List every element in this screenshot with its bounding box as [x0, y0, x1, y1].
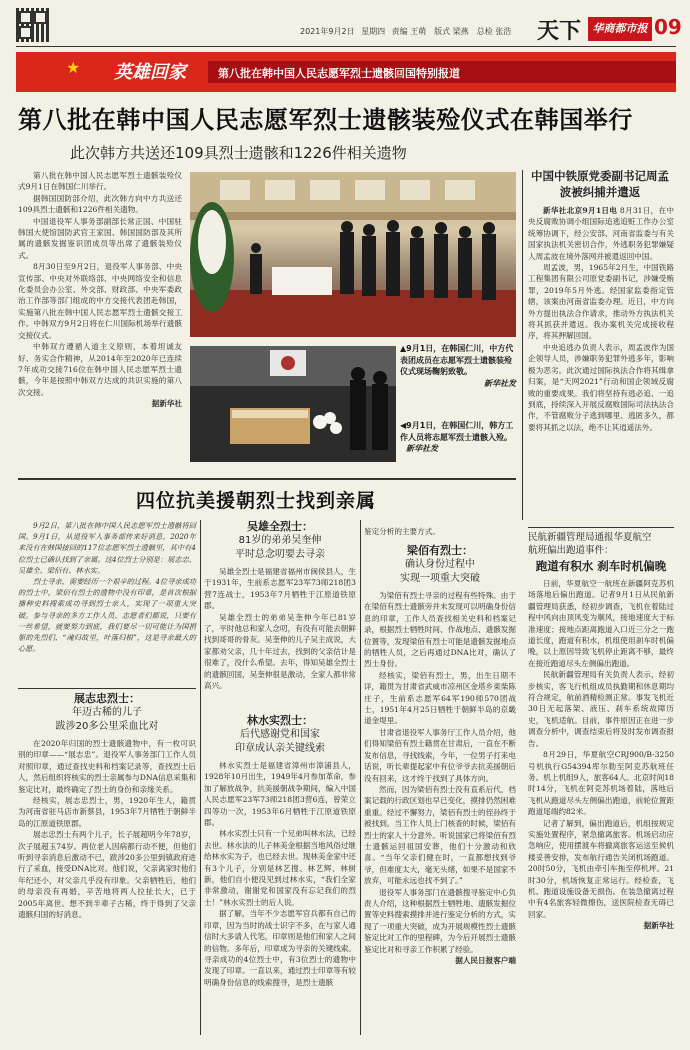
- photo-caption-1: [400, 343, 516, 389]
- section-4-lead: [364, 526, 516, 537]
- caption-2-text: ◀9月1日，在韩国仁川，韩方工作人员将志愿军烈士遗骸入殓。: [400, 421, 514, 442]
- section-4-body: [364, 590, 516, 966]
- section-3-line-2: 印章成认亲关键线索: [235, 743, 325, 754]
- masthead-info: [300, 26, 540, 37]
- issue-weekday: 星期四: [361, 27, 386, 36]
- section-2-paragraph: 吴雄全烈士是福建省福州市闽侯县人，生于1931年，生前系志愿军23军73师218团3营7连战士，1953年7月牺牲于江原道铁原郡。: [204, 567, 356, 611]
- right-story-1-paragraph: 周孟波，男，1965年2月生，中国铁路工程集团有限公司原党委副书记，涉嫌受贿罪，2019年5月外逃。经国家监委指定管辖，该案由河南省监委办理。近日，中方向外方提出执法合作请求，推动外方执法机关将其抓获并遣返。我办案机关完成接收程序，将其押解回国。: [528, 263, 674, 341]
- page-number: 09: [654, 15, 682, 39]
- section-1-paragraph: 在2020年归国的烈士遗骸遗物中，有一枚可识别的印章——“展志忠”。退役军人事务部门工作人员对照印章，通过查找史料和档案记录等，查找烈士后人，然后组织将核实的烈士亲属参与DNA信息采集和鉴定比对，最终确定了烈士的身份和亲缘关系。: [18, 739, 196, 794]
- section-2-body: [204, 566, 356, 691]
- main-paragraph: 据韩国国防部介绍，此次韩方向中方共送还109具烈士遗骸和1226件相关遗物。: [18, 193, 182, 215]
- lower-headline: 四位抗美援朝烈士找到亲属: [136, 490, 377, 512]
- main-headline: 第八批在韩中国人民志愿军烈士遗骸装殓仪式在韩国举行: [18, 106, 633, 134]
- main-paragraph: 8月30日至9月2日，退役军人事务部、中央宣传部、中央对外联络部、中央网络安全和信息化委员会办公室、外交部、财政部、中央军委政治工作部等部门组成的中方交接代表团赴韩国，实施第八批在韩中国人民志愿军烈士遗骸交接工作。中韩双方9月2日将在仁川国际机场举行遗骸交接仪式。: [18, 262, 182, 340]
- right-story-2-body: [528, 578, 674, 932]
- section-3-paragraph: 据了解，当年不少志愿军官兵都有自己的印章，因为当时的战士识字不多，在与家人通信时大多请人代笔，印章则是他们和家人之间的信物。多年后，印章成为寻亲的关键线索。寻亲成功的4位烈士中，有3位烈士的遗物中发现了印章。一直以来，通过烈士印章等有较明确身份信息的线索搜寻，是烈士遗骸: [204, 909, 356, 987]
- right-story-2-kicker-2: 航班偏出跑道事件：: [528, 545, 614, 556]
- section-name: 天下: [537, 19, 582, 44]
- coffin-photo-art: [190, 346, 396, 462]
- main-paragraph: 中国退役军人事务部副部长常正国、中国驻韩国大使馆国防武官王家国、韩国国防部及其所属的遗骸发掘鉴识团成员等出席了遗骸装殓仪式。: [18, 216, 182, 260]
- caption-2-source: 新华社发: [406, 444, 438, 453]
- flag-stars: ★: [66, 58, 81, 77]
- issue-date: 2021年9月2日: [300, 27, 355, 36]
- masthead-rule: [16, 46, 676, 47]
- special-report-title: 第八批在韩中国人民志愿军烈士遗骸回国特别报道: [218, 67, 460, 80]
- column-banner: [16, 52, 676, 92]
- main-byline: 据新华社: [151, 399, 182, 409]
- right-story-1-title: 中国中铁原党委副书记周孟波被纠捕并遣返: [531, 169, 669, 199]
- caption-1-source: 新华社发: [484, 378, 516, 388]
- section-3-line-1: 后代感谢党和国家: [240, 729, 320, 740]
- main-subhead: 此次韩方共送还109具烈士遗骸和1226件相关遗物: [70, 144, 407, 162]
- section-1-paragraph: 经核实，展志忠烈士，男，1920年生人，籍贯为河南省驻马店市新蔡县，1953年7月牺牲于朝鲜半岛的江原道铁原郡。: [18, 796, 196, 828]
- right-story-2-paragraph: 民航新疆管理局有关负责人表示，经初步核实，客飞行机组成员执勤期和休息期均符合规定，航前酒精检测正常。事发飞机近30日无起落架、液压、刹车系统故障历史，飞机适航。目前，事件原因正在进一步调查分析中，调查结束后将及时发布调查报告。: [528, 670, 674, 748]
- section-3-heading: [204, 714, 356, 756]
- right-story-2-paragraph: 记者了解到，偏出跑道后，机组按规定实施处置程序，紧急撤离旅客。机场启动应急响应，使用摆渡车将撤离旅客运送至候机楼妥善安排，发布航行通告关闭机场跑道。20时50分，飞机由牵引车拖至停机坪。21时30分，机场恢复正常运行。经检查，飞机、跑道设施设备无损伤。在装急撤离过程中有4名旅客轻微擦伤，送医院检查无碍已回家。: [528, 818, 674, 919]
- section-4-name: 梁佰有烈士：: [407, 544, 473, 557]
- section-2-name: 吴雄全烈士：: [247, 520, 313, 533]
- lower-top-rule: [18, 478, 516, 480]
- section-4-paragraph: 为梁佰有烈士寻亲的过程有些特殊。由于在梁佰有烈士遗骸旁并未发现可以明确身份信息的印章，工作人员查找相关史料和档案记录，根据烈士牺牲时间、作战地点、遗骸发掘位置等，发现梁佰有烈士可能是遗骸发掘地点的牺牲人员，之后再通过DNA比对，确认了烈士身份。: [364, 591, 516, 669]
- section-4-byline: 据人民日报客户端: [455, 956, 516, 965]
- section-2-line-1: 81岁的弟弟吴奎伸: [238, 535, 322, 546]
- section-1-line-1: 年迈古稀的儿子: [72, 707, 142, 718]
- section-3-name: 林水实烈士：: [247, 714, 313, 727]
- section-4-paragraph: 经核实，梁佰有烈士，男，出生日期不详，籍贯为甘肃省武威市凉州区金塔乡東柴陈庄子，生前系志愿军64军190师570团战士，1951年4月25日牺牲于朝鲜半岛的京畿道金堤里。: [364, 670, 516, 726]
- section-4-lead-text: 鉴定分析的主要方式。: [364, 527, 440, 536]
- editors-line: 责编 王萌 版式 梁燕 总检 张浩: [391, 27, 512, 36]
- qr-code[interactable]: [16, 8, 50, 42]
- section-3-body: [204, 760, 356, 988]
- right-story-2-byline: 据新华社: [643, 921, 674, 931]
- section-1-heading: [18, 692, 196, 734]
- main-paragraph: 中韩双方遵循人道主义原则，本着坦诚友好、务实合作精神，从2014年至2020年已连续7年成功交接716位在韩中国人民志愿军烈士遗骸，今年是按照中韩双方达成的共识实施的第八次交接。: [18, 342, 182, 397]
- section-3-paragraph: 林水实烈士只有一个兄弟叫林水法，已经去世。林水法的儿子林美金根据当地风俗过继给林水实为子，也已经去世。现林美金家中还有3个儿子，分别是林艺搜、林艺辉、林树新，他们自小便没见到过林水实，“我们全家非常激动，谢谢党和国家没有忘记我们的烈士！”林水实烈士的后人说。: [204, 829, 356, 907]
- lower-intro-rule: [18, 688, 196, 689]
- right-divider: [528, 527, 674, 528]
- section-4-paragraph: 然而，因为梁佰有烈士没有直系后代，档案记载的行政区划也早已变化，摸排仍然困难重重。经过不懈努力，梁佰有烈士的侄孙终于被找到。当工作人员上门核查的时候，梁佰有烈士的家人十分意外。听说国家已将梁佰有烈士遗骸运回祖国安葬，他们十分激动和欣喜。“当年父亲们健在时，一直都想找到爷爷，但难度太大，毫无头绪，如果不是国家不放弃，可能永远也找不到了。”: [364, 784, 516, 886]
- section-2-paragraph: 吴雄全烈士的弟弟吴奎伸今年已81岁了，平时他总和家人念叨，有没有可能去朝鲜找到哥哥的骨灰。吴奎伸的儿子吴主成说，大家都劝父亲，几十年过去，找到的父亲估计是很难了，没什么希望。去年，得知吴雄全烈士的遗骸回国，吴奎伸很是激动，全家人都非常高兴。: [204, 612, 356, 691]
- section-4-line-2: 实现一项重大突破: [400, 573, 480, 584]
- section-1-body: [18, 738, 196, 921]
- right-story-1-dateline: 新华社北京9月1日电: [543, 206, 618, 215]
- right-story-1-paragraph: 中央追逃办负责人表示，周孟波作为国企领导人员，涉嫌职务犯罪外逃多年，影响极为恶劣。此次通过国际执法合作将其缉拿归案，是“天网2021”行动和国企领域反腐败的重要成果。我们将坚持有逃必追、一追到底，持续深入开展反腐败国际司法执法合作，不管腐败分子逃到哪里、逃匿多久，都要将其抓之以法，绝不让其逍遥法外。: [528, 342, 674, 432]
- coffin-photo: [190, 346, 396, 462]
- ceremony-photo-art: [190, 172, 516, 337]
- right-story-2-paragraph: 8月29日，华夏航空CRJ900/B-3250号机执行G54394库尔勒至阿克苏航班任务。机上机组9人，旅客64人。北京时间18时14分，飞机在阿克苏机场着陆，落地后飞机从跑道尽头左侧偏出跑道，前轮位置距跑道尾端约82米。: [528, 750, 674, 817]
- lower-intro-paragraph: 烈士寻亲，需要经历一个艰辛的过程。4位寻亲成功的烈士中，梁佰有烈士的遗物中没有印章，是首次根据播种史料搜索成功寻到烈士亲人，实现了一项重大突破。参与寻亲的多方工作人员、志愿者们都说，只要有一丝希望，就要努力到底，我们要尽一切可能让为国捐躯的先烈们，“魂归故里，叶落归根”，这是寻亲最大的心愿。: [18, 577, 196, 654]
- lower-intro-paragraph: 9月2日，第八批在韩中国人民志愿军烈士遗骸将回国。9月1日，从退役军人事务部传来好消息，2020年来没有在韩国接回的117位志愿军烈士遗骸里，其中有4位烈士已确认找到了亲属。这4位烈士分别是：展志忠、吴雄全、梁佰有、林水实。: [18, 521, 196, 575]
- section-1-paragraph: 展志忠烈士有两个儿子，长子展超明今年78岁，次子展超玉74岁。两位老人因病都行动不便，但他们听到寻亲消息后激动不已，跋涉20多公里到镇政府进行了采血，接受DNA比对。他们说，父亲离家时他们年纪还小，对父亲几乎没有印象。父亲牺牲后，他们的母亲没有再婚，辛苦地将两人拉扯长大，已于2005年离世。想不到半辈子古稀，终于得到了父亲遗骸归国的好消息。: [18, 830, 196, 920]
- section-4-line-1: 确认身份过程中: [405, 559, 475, 570]
- right-story-1-paragraph: [528, 205, 674, 262]
- ceremony-photo: [190, 172, 516, 337]
- lower-intro-box: [18, 520, 196, 654]
- right-story-2-paragraph: 日前，华夏航空一航班在新疆阿克苏机场落地后偏出跑道。记者9月1日从民航新疆管理局获悉，经初步调查，飞机在着陆过程中风向由顶风变为顺风，接地速度大于标准速度；接地点距离跑道入口近三分之一跑道长度，跑道有积水，机组使用刹车时机偏晚，以上原因导致飞机停止距离不够，最终在接近跑道尽头左侧偏出跑道。: [528, 579, 674, 668]
- right-story-2-kicker: [528, 531, 674, 557]
- section-1-name: 展志忠烈士：: [74, 692, 140, 705]
- section-4-paragraph: 甘肃省退役军人事务厅工作人员介绍，他们得知梁佰有烈士籍贯在甘肃后，一直在不断发布信息，寻找线索，今年，一位男子打来电话说，听长辈提起家中有位爷爷去抗美援朝后没有回来，这才终于找到了具体方向。: [364, 727, 516, 783]
- section-4-heading: [364, 544, 516, 586]
- section-4-paragraph: 退役军人事务部门在遗骸搜寻鉴定中心负责人介绍，这种根据烈士牺牲地、遗骸发掘位置等史料搜索摸排并进行鉴定分析的方式，实现了一项重大突破，成为开展规模性烈士遗骸鉴定比对工作的里程碑，为今后开展烈士遗骸鉴定比对和寻亲工作积累了经验。: [364, 887, 516, 954]
- section-1-line-2: 跋涉20多公里采血比对: [55, 721, 159, 732]
- photo-caption-2: [400, 420, 516, 455]
- lower-col-divider-2: [360, 520, 361, 1035]
- section-2-line-2: 平时总念叨要去寻亲: [235, 549, 325, 560]
- section-2-heading: [204, 520, 356, 562]
- section-3-paragraph: 林水实烈士是福建省漳州市漳浦县人，1928年10月出生，1949年4月参加革命，参加了解放战争，抗美援朝战争期间，编入中国人民志愿军23军73师218团3营6连，曾荣立四等功一次，1953年6月牺牲于江原道铁原郡。: [204, 761, 356, 828]
- column-name: 英雄回家: [114, 62, 186, 83]
- right-story-2-title: 跑道有积水 刹车时机偏晚: [535, 559, 667, 573]
- paper-name: 华商都市报: [592, 22, 648, 35]
- right-story-1-body: [528, 205, 674, 433]
- main-article-body: [18, 170, 182, 410]
- main-paragraph: 第八批在韩中国人民志愿军烈士遗骸装殓仪式9月1日在韩国仁川举行。: [18, 171, 182, 192]
- right-story-2-kicker-1: 民航新疆管理局通报华夏航空: [528, 532, 652, 543]
- special-report-tag: [208, 61, 676, 83]
- caption-1-text: ▲9月1日，在韩国仁川，中方代表团成员在志愿军烈士遗骸装殓仪式现场鞠躬致敬。: [400, 344, 514, 376]
- right-story-1-lead-text: 8月31日，在中央反腐败协调小组国际追逃追赃工作办公室统筹协调下，经公安部、河南省监委与有关国家执法机关密切合作，外逃职务犯罪嫌疑人周孟波在境外落网并被遣返回中国。: [528, 206, 674, 261]
- column-divider: [522, 170, 523, 520]
- paper-logo: [588, 17, 652, 41]
- lower-col-divider-1: [200, 520, 201, 1035]
